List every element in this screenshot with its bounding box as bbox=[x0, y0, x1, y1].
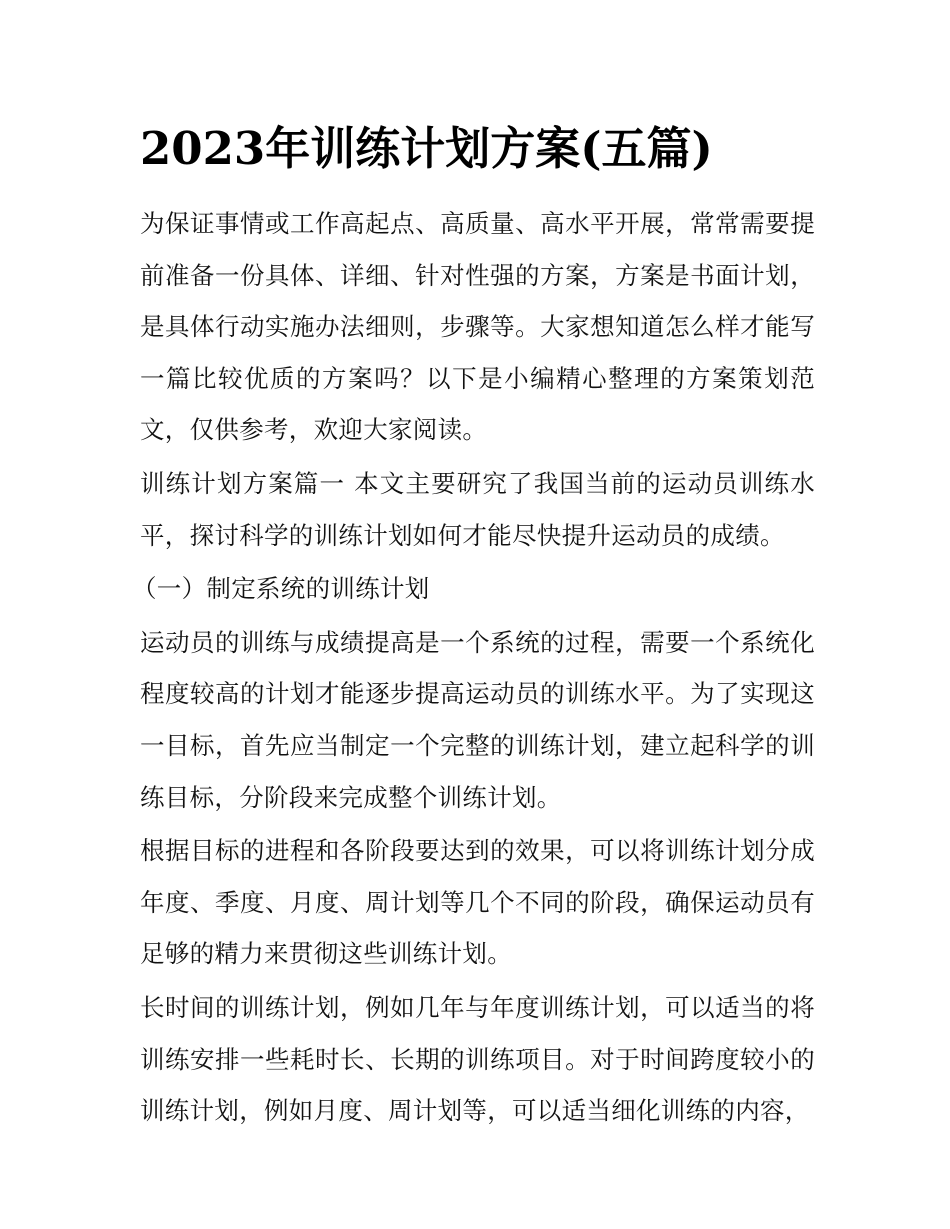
body-paragraph: 根据目标的进程和各阶段要达到的效果，可以将训练计划分成年度、季度、月度、周计划等几个不同的阶段，确保运动员有足够的精力来贯彻这些训练计划。 bbox=[140, 836, 815, 969]
section-one-paragraph: 训练计划方案篇一 本文主要研究了我国当前的运动员训练水平，探讨科学的训练计划如何才能尽快提升运动员的成绩。 bbox=[140, 468, 815, 550]
document-body bbox=[132, 198, 815, 1139]
body-paragraph: 运动员的训练与成绩提高是一个系统的过程，需要一个系统化程度较高的计划才能逐步提高运动员的训练水平。为了实现这一目标，首先应当制定一个完整的训练计划，建立起科学的训练目标，分阶段来完成整个训练计划。 bbox=[140, 627, 815, 812]
intro-paragraph: 为保证事情或工作高起点、高质量、高水平开展，常常需要提前准备一份具体、详细、针对性强的方案，方案是书面计划，是具体行动实施办法细则，步骤等。大家想知道怎么样才能写一篇比较优质的方案吗？以下是小编精心整理的方案策划范文，仅供参考，欢迎大家阅读。 bbox=[140, 209, 815, 445]
document-title: 2023年训练计划方案(五篇) bbox=[140, 122, 713, 175]
subheading-paragraph: （一）制定系统的训练计划 bbox=[132, 574, 430, 604]
body-paragraph: 长时间的训练计划，例如几年与年度训练计划，可以适当的将训练安排一些耗时长、长期的训练项目。对于时间跨度较小的训练计划，例如月度、周计划等，可以适当细化训练的内容， bbox=[140, 992, 815, 1126]
